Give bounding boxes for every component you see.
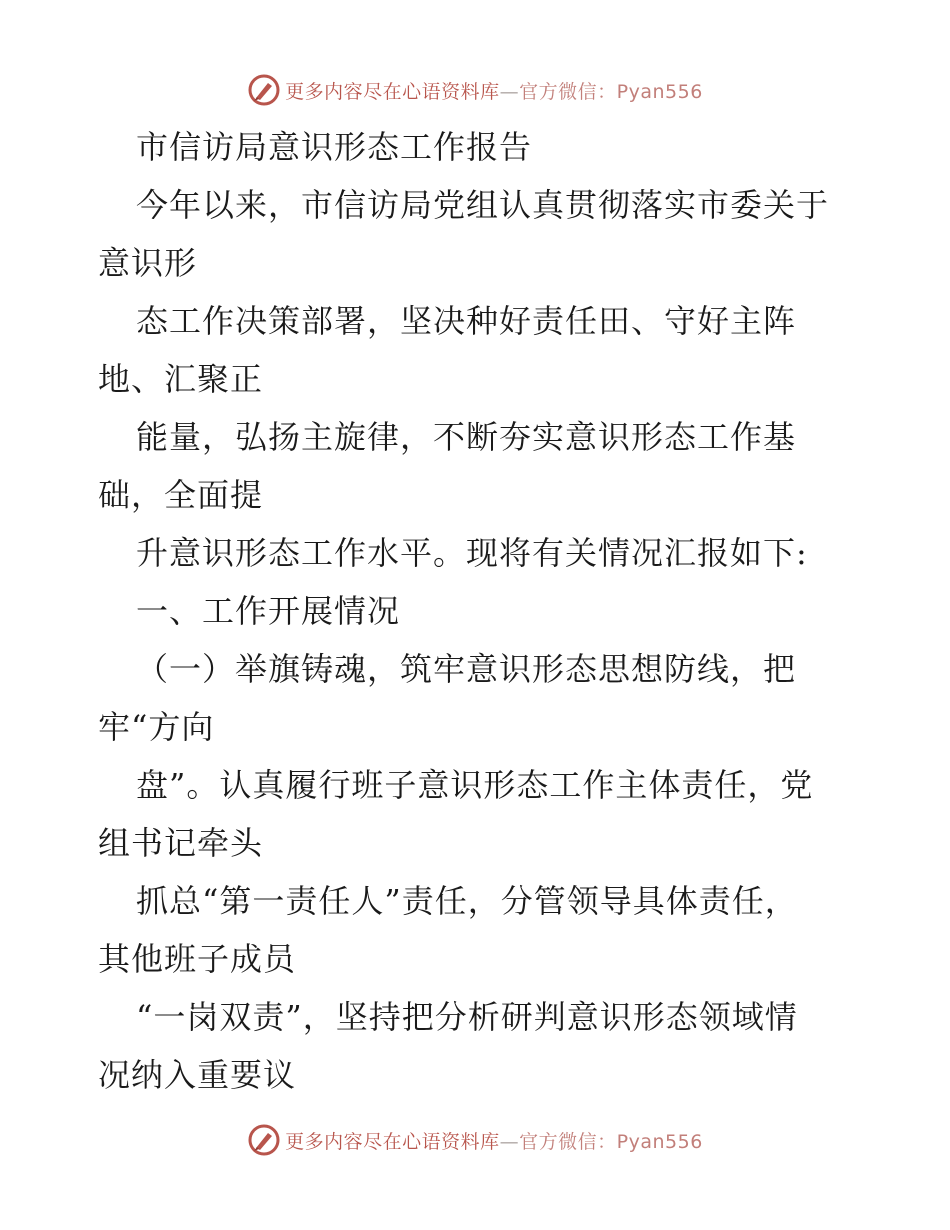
doc-line: 市信访局意识形态工作报告 xyxy=(136,128,533,166)
section-heading: 一、工作开展情况 xyxy=(136,592,401,630)
doc-line: 地、汇聚正 xyxy=(98,360,264,398)
doc-line: 组书记牵头 xyxy=(98,824,264,862)
doc-line: 牢“方向 xyxy=(98,708,215,746)
footer-watermark xyxy=(0,1120,950,1160)
doc-line: 础，全面提 xyxy=(98,476,264,514)
doc-line: 盘”。认真履行班子意识形态工作主体责任，党 xyxy=(136,766,814,804)
pen-nib-logo-icon xyxy=(247,1123,281,1157)
doc-line: 升意识形态工作水平。现将有关情况汇报如下: xyxy=(136,534,808,572)
doc-line: 态工作决策部署，坚决种好责任田、守好主阵 xyxy=(136,302,797,340)
document-body xyxy=(98,118,868,1104)
doc-line: 今年以来，市信访局党组认真贯彻落实市委关于 xyxy=(136,186,830,224)
doc-line: 况纳入重要议 xyxy=(98,1056,297,1094)
doc-line: 其他班子成员 xyxy=(98,940,297,978)
pen-nib-logo-icon xyxy=(247,73,281,107)
header-watermark xyxy=(0,70,950,110)
watermark-text: 更多内容尽在心语资料库—官方微信：Pyan556 xyxy=(285,1130,703,1153)
doc-line: 能量，弘扬主旋律，不断夯实意识形态工作基 xyxy=(136,418,797,456)
subsection-heading: （一）举旗铸魂，筑牢意识形态思想防线，把 xyxy=(136,650,797,688)
doc-line: 抓总“第一责任人”责任，分管领导具体责任， xyxy=(136,882,798,920)
watermark-text: 更多内容尽在心语资料库—官方微信：Pyan556 xyxy=(285,80,703,103)
doc-line: 意识形 xyxy=(98,244,198,282)
doc-line: “一岗双责”，坚持把分析研判意识形态领域情 xyxy=(136,998,798,1036)
